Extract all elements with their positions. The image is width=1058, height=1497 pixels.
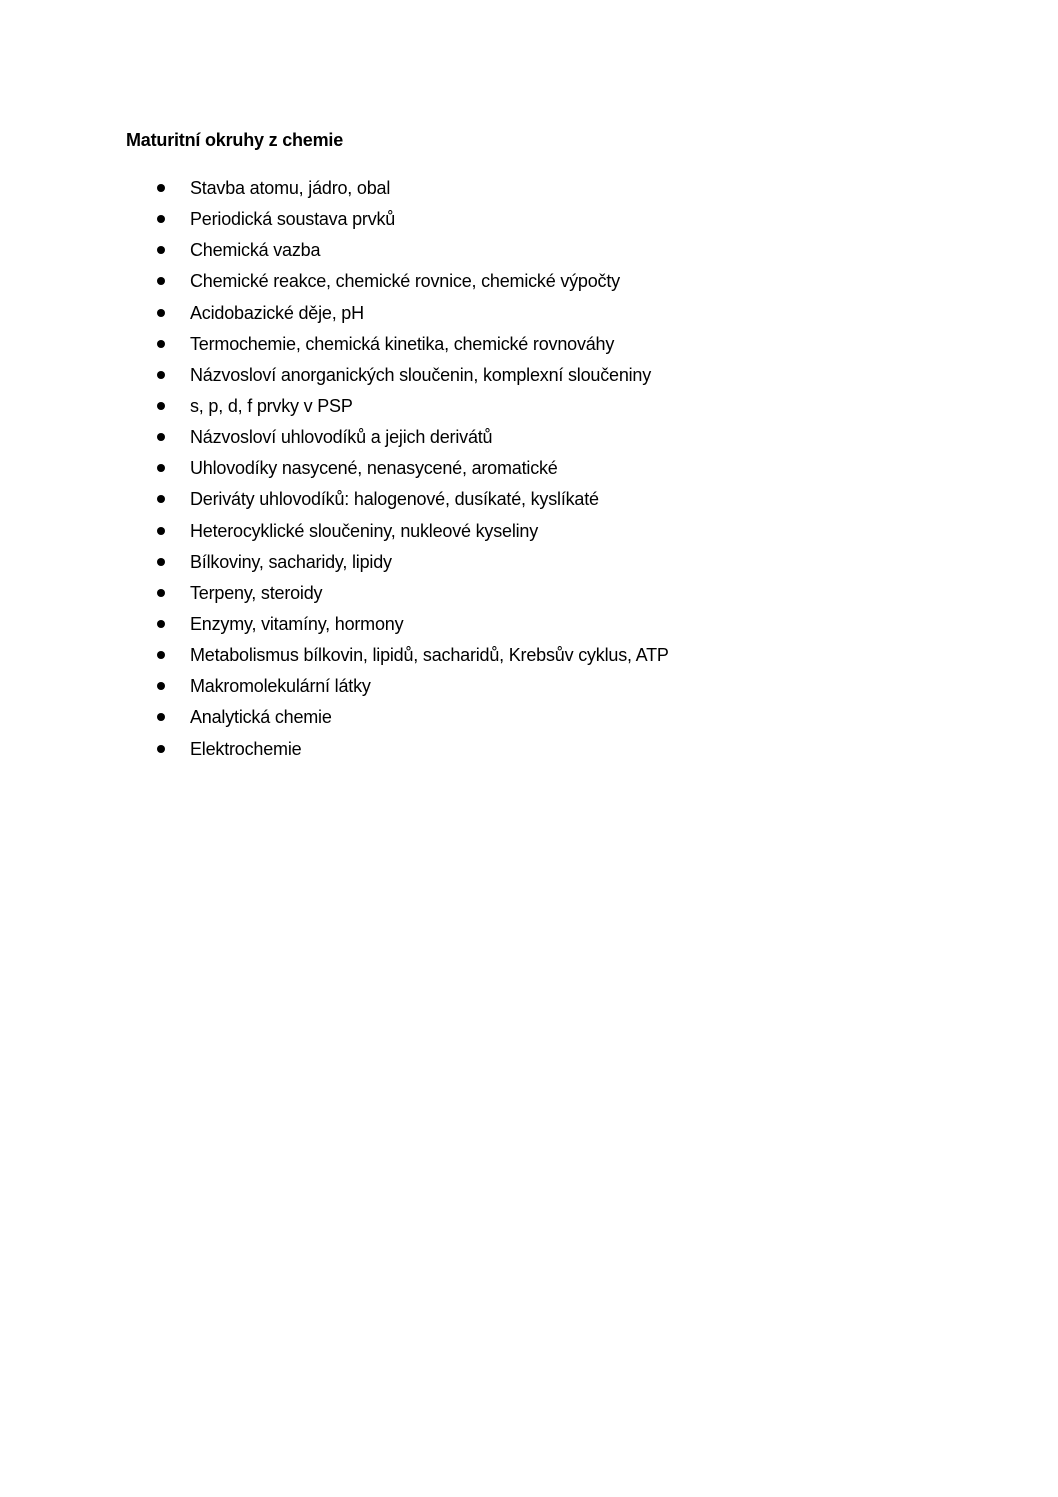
topic-text: Názvosloví uhlovodíků a jejich derivátů — [190, 427, 493, 448]
bullet-icon — [157, 371, 165, 379]
bullet-icon — [157, 277, 165, 285]
topic-text: Uhlovodíky nasycené, nenasycené, aromatické — [190, 458, 558, 479]
bullet-icon — [157, 246, 165, 254]
document-title: Maturitní okruhy z chemie — [126, 130, 344, 150]
list-item — [0, 362, 900, 393]
topic-text: Heterocyklické sloučeniny, nukleové kyseliny — [190, 520, 539, 541]
topic-text: Termochemie, chemická kinetika, chemické rovnováhy — [190, 333, 615, 354]
bullet-icon — [157, 682, 165, 690]
bullet-icon — [157, 215, 165, 223]
topic-text: Analytická chemie — [190, 707, 332, 728]
topic-text: Metabolismus bílkovin, lipidů, sacharidů, Krebsův cyklus, ATP — [190, 645, 669, 666]
list-item — [0, 580, 900, 611]
bullet-icon — [157, 309, 165, 317]
bullet-icon — [157, 402, 165, 410]
list-item — [0, 237, 900, 268]
list-item — [0, 268, 900, 299]
bullet-icon — [157, 433, 165, 441]
list-item — [0, 704, 900, 735]
list-item — [0, 424, 900, 455]
list-item — [0, 455, 900, 486]
bullet-icon — [157, 464, 165, 472]
topic-text: Bílkoviny, sacharidy, lipidy — [190, 551, 392, 572]
bullet-icon — [157, 184, 165, 192]
topic-text: Elektrochemie — [190, 738, 302, 759]
topic-text: Enzymy, vitamíny, hormony — [190, 613, 404, 634]
list-item — [0, 549, 900, 580]
list-item — [0, 642, 900, 673]
topic-text: Makromolekulární látky — [190, 676, 371, 697]
topic-list — [0, 175, 900, 767]
bullet-icon — [157, 651, 165, 659]
list-item — [0, 611, 900, 642]
bullet-icon — [157, 340, 165, 348]
topic-text: Terpeny, steroidy — [190, 582, 323, 603]
bullet-icon — [157, 745, 165, 753]
topic-text: Periodická soustava prvků — [190, 209, 396, 230]
bullet-icon — [157, 589, 165, 597]
bullet-icon — [157, 495, 165, 503]
list-item — [0, 300, 900, 331]
list-item — [0, 736, 900, 767]
list-item — [0, 206, 900, 237]
topic-text: Deriváty uhlovodíků: halogenové, dusíkaté, kyslíkaté — [190, 489, 599, 510]
list-item — [0, 486, 900, 517]
list-item — [0, 175, 900, 206]
topic-text: Názvosloví anorganických sloučenin, komplexní sloučeniny — [190, 364, 652, 385]
list-item — [0, 393, 900, 424]
topic-text: Acidobazické děje, pH — [190, 302, 364, 323]
topic-text: Stavba atomu, jádro, obal — [190, 178, 391, 198]
topic-text: s, p, d, f prvky v PSP — [190, 395, 353, 416]
bullet-icon — [157, 713, 165, 721]
bullet-icon — [157, 527, 165, 535]
list-item — [0, 673, 900, 704]
list-item — [0, 518, 900, 549]
topic-text: Chemické reakce, chemické rovnice, chemické výpočty — [190, 271, 620, 292]
list-item — [0, 331, 900, 362]
bullet-icon — [157, 558, 165, 566]
bullet-icon — [157, 620, 165, 628]
topic-text: Chemická vazba — [190, 240, 321, 261]
